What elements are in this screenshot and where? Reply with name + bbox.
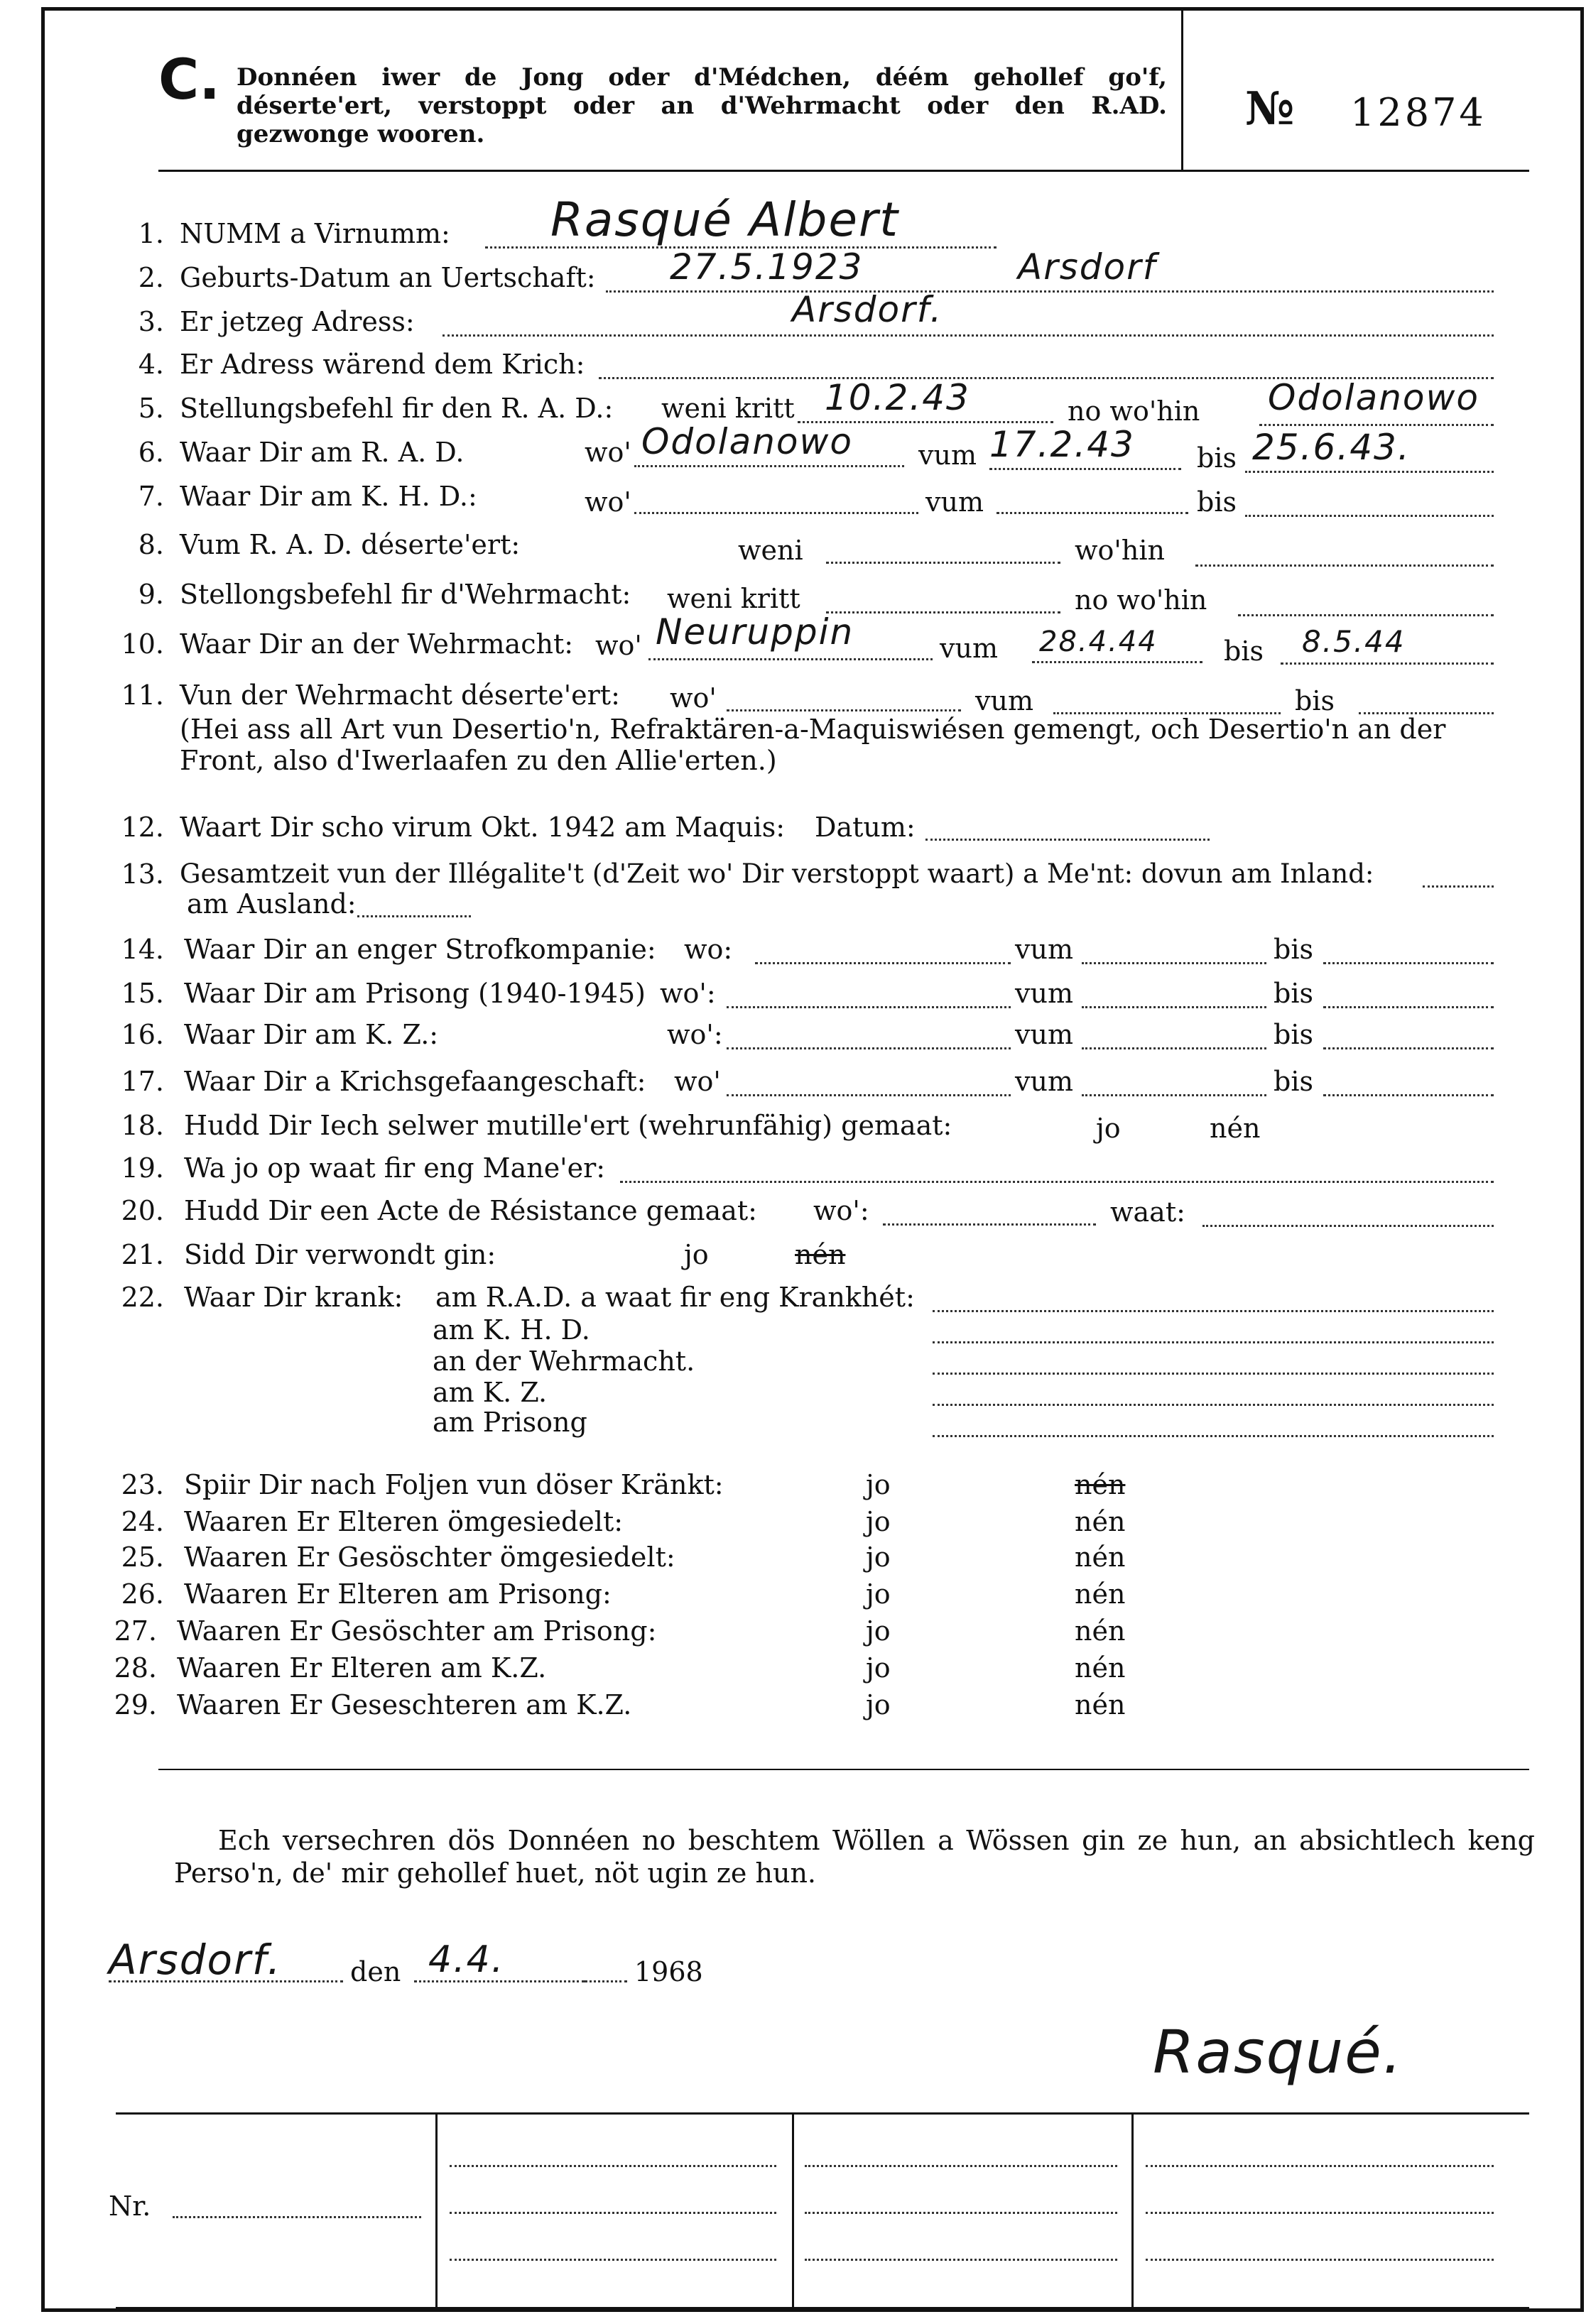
row-number: 15. (121, 978, 164, 1009)
field-label: wo' (585, 486, 631, 518)
row-number: 29. (114, 1689, 157, 1720)
field-label: vum (1015, 1019, 1073, 1050)
option-nen: nén (1075, 1578, 1126, 1610)
row-number: 12. (121, 812, 164, 843)
field-label: wo' (674, 1066, 721, 1097)
fill-line (450, 2165, 776, 2167)
field-label: weni (738, 535, 803, 566)
birth-date-handwritten: 27.5.1923 (670, 246, 864, 288)
fill-line (606, 290, 1494, 293)
row-number: 7. (138, 481, 164, 512)
fill-line (755, 962, 1011, 964)
form-sheet (41, 7, 1584, 2312)
option-nen: nén (1075, 1542, 1126, 1573)
row-number: 19. (121, 1152, 164, 1184)
sub-label: am K. H. D. (433, 1314, 590, 1346)
signature-place: Arsdorf. (109, 1936, 282, 1984)
field-label: vum (925, 486, 984, 518)
row-number: 10. (121, 628, 164, 660)
fill-line (727, 1006, 1011, 1008)
row-label: Waaren Er Geseschteren am K.Z. (177, 1689, 632, 1720)
fill-line (933, 1435, 1494, 1437)
field-label: weni kritt (667, 583, 800, 614)
row-11-note: (Hei ass all Art vun Desertio'n, Refraktären-a-Maquiswiésen gemengt, och Desertio'n an der Front, also d'Iwerlaafen zu den Allie'erten.) (180, 714, 1446, 776)
row-label: Waar Dir am K. H. D.: (180, 481, 477, 512)
fill-line (1238, 614, 1494, 616)
row-label: Waar Dir am Prisong (1940-1945) (184, 978, 646, 1009)
field-label: vum (940, 633, 998, 664)
rad-to-date: 25.6.43. (1252, 427, 1411, 468)
field-label: wo': (667, 1019, 723, 1050)
option-jo: jo (866, 1689, 891, 1720)
form-title: Donnéen iwer de Jong oder d'Médchen, déém gehollef go'f, déserte'ert, verstoppt oder an d'Wehrmacht oder den R.AD. gezwonge wooren. (237, 63, 1167, 148)
fill-line (585, 1980, 627, 1982)
fill-line (442, 334, 1494, 337)
rad-place: Odolanowo (641, 421, 853, 462)
fill-line (805, 2165, 1117, 2167)
row-number: 16. (121, 1019, 164, 1050)
fill-line (1281, 662, 1494, 665)
option-nen: nén (1075, 1689, 1126, 1720)
row-label: Waar Dir a Krichsgefaangeschaft: (184, 1066, 646, 1097)
field-label: vum (975, 685, 1033, 716)
fill-line (1423, 885, 1494, 888)
fill-line (1245, 471, 1494, 473)
fill-line (805, 2259, 1117, 2261)
row-label: Hudd Dir Iech selwer mutille'ert (wehrunfähig) gemaat: (184, 1110, 952, 1141)
field-label: bis (1274, 934, 1313, 965)
fill-line (1245, 515, 1494, 517)
den-label: den (350, 1956, 401, 1987)
sub-label: an der Wehrmacht. (433, 1346, 695, 1377)
row-label: Hudd Dir een Acte de Résistance gemaat: (184, 1195, 757, 1226)
address-handwritten: Arsdorf. (792, 289, 943, 330)
form-number: 12874 (1350, 90, 1487, 135)
row-label: Waar Dir am K. Z.: (184, 1019, 439, 1050)
field-label: wo'hin (1075, 535, 1165, 566)
row-number: 25. (121, 1542, 164, 1573)
row-number: 8. (138, 529, 164, 560)
row-label: Spiir Dir nach Foljen vun döser Kränkt: (184, 1469, 724, 1500)
option-nen: nén (1075, 1615, 1126, 1647)
option-nen-struck: nén (1075, 1469, 1126, 1500)
fill-line (173, 2216, 421, 2218)
fill-line (883, 1223, 1096, 1226)
number-symbol: № (1245, 82, 1295, 136)
rad-from-date: 17.2.43 (989, 424, 1135, 465)
fill-line (1082, 962, 1266, 964)
row-label: Vum R. A. D. déserte'ert: (180, 529, 521, 560)
row-number: 27. (114, 1615, 157, 1647)
sub-label: am Prisong (433, 1407, 587, 1438)
option-nen: nén (1075, 1506, 1126, 1537)
row-label: Sidd Dir verwondt gin: (184, 1239, 496, 1270)
row-number: 13. (121, 858, 164, 890)
footer-divider (435, 2112, 438, 2307)
fill-line (997, 512, 1188, 514)
row-label: NUMM a Virnumm: (180, 218, 450, 249)
declaration-text: Ech versechren dös Donnéen no beschtem Wöllen a Wössen gin ze hun, an absichtlech keng Perso'n, de' mir gehollef huet, nöt ugin ze hun. (174, 1825, 1535, 1889)
row-number: 4. (138, 349, 164, 380)
footer-divider (792, 2112, 794, 2307)
row-label: am Ausland: (187, 888, 357, 920)
fill-line (648, 658, 933, 660)
fill-line (109, 1980, 343, 1982)
row-number: 18. (121, 1110, 164, 1141)
row-label: Waar Dir an der Wehrmacht: (180, 628, 574, 660)
option-jo: jo (866, 1506, 891, 1537)
row-number: 9. (138, 579, 164, 610)
section-letter: C. (158, 48, 220, 112)
row-number: 3. (138, 306, 164, 337)
row-label: Wa jo op waat fir eng Mane'er: (184, 1152, 606, 1184)
fill-line (727, 1094, 1011, 1096)
option-jo: jo (684, 1239, 709, 1270)
signature-day: 4.4. (428, 1938, 505, 1981)
fill-line (357, 915, 471, 917)
field-label: vum (1015, 1066, 1073, 1097)
row-number: 1. (138, 218, 164, 249)
fill-line (1195, 564, 1494, 567)
fill-line (634, 512, 918, 514)
fill-line (1323, 1094, 1494, 1096)
fill-line (634, 465, 904, 467)
field-label: vum (1015, 978, 1073, 1009)
row-number: 23. (121, 1469, 164, 1500)
field-label: bis (1274, 1019, 1313, 1050)
option-jo: jo (866, 1542, 891, 1573)
row-label: Vun der Wehrmacht déserte'ert: (180, 680, 620, 711)
section-rule (158, 1769, 1529, 1770)
option-jo: jo (866, 1615, 891, 1647)
row-number: 14. (121, 934, 164, 965)
field-label: wo' (585, 437, 631, 468)
row-label: Er jetzeg Adress: (180, 306, 415, 337)
fill-line (805, 2212, 1117, 2214)
rad-destination: Odolanowo (1268, 377, 1479, 418)
footer-top-rule (116, 2112, 1529, 2115)
nr-label: Nr. (109, 2191, 151, 2222)
field-label: wo' (670, 682, 717, 714)
name-handwritten: Rasqué Albert (550, 192, 899, 247)
fill-line (933, 1341, 1494, 1343)
header-divider (1181, 11, 1183, 170)
fill-line (1323, 962, 1494, 964)
fill-line (1146, 2212, 1494, 2214)
option-nen: nén (1210, 1113, 1261, 1144)
option-jo: jo (866, 1469, 891, 1500)
sub-label: am K. Z. (433, 1377, 548, 1408)
field-label: wo' (595, 630, 642, 661)
field-label: bis (1274, 978, 1313, 1009)
row-label: Gesamtzeit vun der Illégalite't (d'Zeit wo' Dir verstoppt waart) a Me'nt: dovun am Inland: (180, 858, 1374, 889)
row-number: 6. (138, 437, 164, 468)
fill-line (933, 1404, 1494, 1406)
row-number: 28. (114, 1652, 157, 1684)
row-number: 11. (121, 680, 164, 711)
birth-place-handwritten: Arsdorf (1018, 246, 1157, 288)
row-label: Geburts-Datum an Uertschaft: (180, 262, 596, 293)
wehrmacht-from-date: 28.4.44 (1039, 626, 1158, 658)
row-number: 24. (121, 1506, 164, 1537)
fill-line (1202, 1225, 1494, 1227)
row-label: Waaren Er Gesöschter ömgesiedelt: (184, 1542, 675, 1573)
field-label: no wo'hin (1075, 584, 1207, 616)
row-label: Waar Dir krank: (184, 1282, 403, 1313)
fill-line (933, 1310, 1494, 1312)
wehrmacht-place: Neuruppin (656, 611, 854, 653)
field-label: wo': (813, 1195, 869, 1226)
footer-divider (1131, 2112, 1134, 2307)
fill-line (1032, 661, 1202, 663)
fill-line (826, 611, 1060, 613)
field-label: waat: (1110, 1196, 1185, 1228)
row-label: Waar Dir am R. A. D. (180, 437, 465, 468)
row-number: 21. (121, 1239, 164, 1270)
fill-line (1082, 1047, 1266, 1049)
row-number: 5. (138, 393, 164, 424)
field-label: bis (1295, 685, 1335, 716)
sub-label: am R.A.D. a waat fir eng Krankhét: (435, 1282, 915, 1313)
field-label: bis (1197, 486, 1237, 518)
fill-line (727, 1047, 1011, 1049)
row-label: Stellungsbefehl fir den R. A. D.: (180, 393, 614, 424)
fill-line (826, 562, 1060, 564)
field-label: weni kritt (661, 393, 795, 424)
row-label: Waaren Er Elteren ömgesiedelt: (184, 1506, 624, 1537)
option-jo: jo (1096, 1113, 1121, 1144)
row-number: 17. (121, 1066, 164, 1097)
field-label: vum (918, 440, 977, 471)
field-label: no wo'hin (1068, 395, 1200, 427)
fill-line (1323, 1047, 1494, 1049)
row-number: 20. (121, 1195, 164, 1226)
wehrmacht-to-date: 8.5.44 (1302, 624, 1406, 659)
row-number: 26. (121, 1578, 164, 1610)
fill-line (727, 709, 961, 711)
fill-line (450, 2259, 776, 2261)
footer-bottom-rule (116, 2307, 1529, 2309)
fill-line (989, 468, 1181, 470)
fill-line (1146, 2165, 1494, 2167)
fill-line (1082, 1094, 1266, 1096)
row-number: 2. (138, 262, 164, 293)
field-label: wo': (660, 978, 716, 1009)
option-jo: jo (866, 1652, 891, 1684)
field-label: vum (1015, 934, 1073, 965)
option-jo: jo (866, 1578, 891, 1610)
rad-order-date: 10.2.43 (825, 377, 970, 418)
fill-line (620, 1181, 1494, 1183)
option-nen: nén (1075, 1652, 1126, 1684)
signature-year: 1968 (634, 1956, 703, 1987)
fill-line (450, 2212, 776, 2214)
field-label: bis (1197, 442, 1237, 474)
header-rule (158, 170, 1529, 172)
fill-line (1323, 1006, 1494, 1008)
field-label: Datum: (815, 812, 916, 843)
fill-line (1082, 1006, 1266, 1008)
field-label: wo: (684, 934, 733, 965)
row-label: Waaren Er Elteren am K.Z. (177, 1652, 547, 1684)
fill-line (1146, 2259, 1494, 2261)
row-label: Er Adress wärend dem Krich: (180, 349, 585, 380)
row-number: 22. (121, 1282, 164, 1313)
field-label: bis (1274, 1066, 1313, 1097)
field-label: bis (1224, 635, 1264, 667)
row-label: Stellongsbefehl fir d'Wehrmacht: (180, 579, 631, 610)
fill-line (925, 839, 1210, 841)
option-nen-struck: nén (795, 1239, 846, 1270)
fill-line (1259, 424, 1494, 426)
fill-line (933, 1373, 1494, 1375)
signature: Rasqué. (1153, 2017, 1403, 2087)
row-label: Waaren Er Gesöschter am Prisong: (177, 1615, 657, 1647)
row-label: Waaren Er Elteren am Prisong: (184, 1578, 612, 1610)
row-label: Waar Dir an enger Strofkompanie: (184, 934, 656, 965)
row-label: Waart Dir scho virum Okt. 1942 am Maquis: (180, 812, 786, 843)
